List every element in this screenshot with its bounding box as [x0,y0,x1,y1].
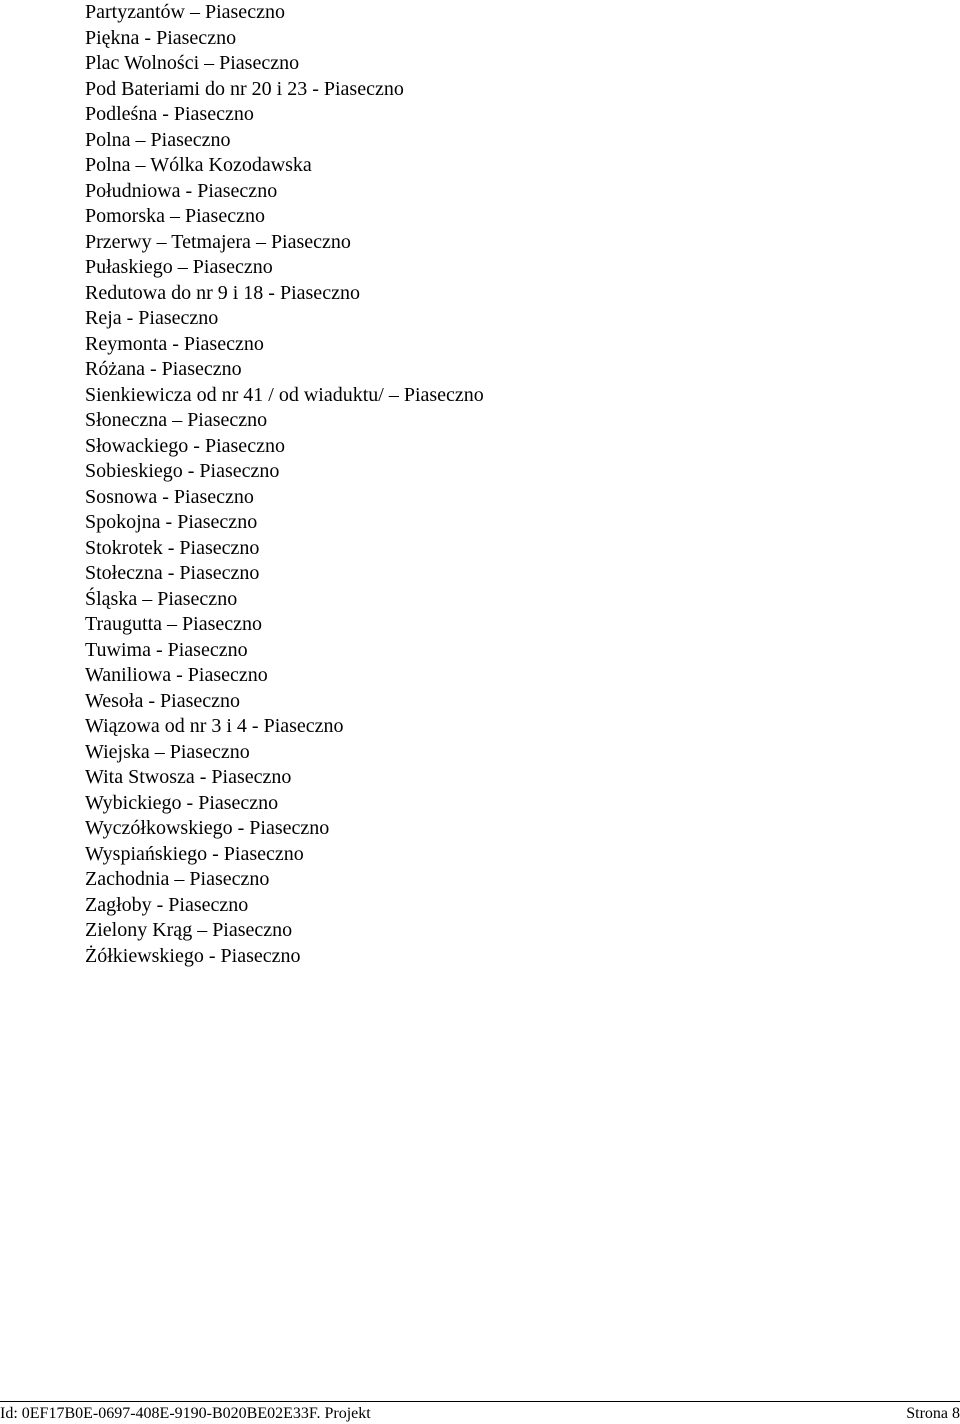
list-item: Zachodnia – Piaseczno [85,868,270,890]
footer-divider [0,1401,960,1402]
list-item: Wyczółkowskiego - Piaseczno [85,817,330,839]
list-item: Pomorska – Piaseczno [85,205,265,227]
list-item: Pod Bateriami do nr 20 i 23 - Piaseczno [85,77,404,100]
list-item: Wiejska – Piaseczno [85,740,250,763]
list-item: Sobieskiego - Piaseczno [85,460,280,482]
list-item: Wyspiańskiego - Piaseczno [85,842,304,865]
list-item: Traugutta – Piaseczno [85,613,263,635]
list-item: Partyzantów – Piaseczno [85,1,285,23]
list-item: Waniliowa - Piaseczno [85,664,268,686]
list-item: Piękna - Piaseczno [85,26,237,49]
list-item: Przerwy – Tetmajera – Piaseczno [85,230,351,253]
list-item: Słowackiego - Piaseczno [85,434,285,457]
page-number: Strona 8 [906,1405,960,1422]
list-item: Pułaskiego – Piaseczno [85,256,273,278]
list-item: Stołeczna - Piaseczno [85,562,260,584]
list-item: Wesoła - Piaseczno [85,689,240,712]
list-item: Zagłoby - Piaseczno [85,893,249,916]
list-item: Polna – Piaseczno [85,128,231,151]
list-item: Sienkiewicza od nr 41 / od wiaduktu/ – Piaseczno [85,383,484,406]
list-item: Wybickiego - Piaseczno [85,791,279,814]
list-item: Redutowa do nr 9 i 18 - Piaseczno [85,281,360,304]
list-item: Reymonta - Piaseczno [85,332,264,355]
list-item: Żółkiewskiego - Piaseczno [85,944,301,967]
list-item: Słoneczna – Piaseczno [85,409,268,431]
list-item: Południowa - Piaseczno [85,179,278,202]
document-id: Id: 0EF17B0E-0697-408E-9190-B020BE02E33F. Projekt [0,1405,371,1422]
list-item: Wita Stwosza - Piaseczno [85,766,292,788]
list-item: Tuwima - Piaseczno [85,638,248,661]
list-item: Spokojna - Piaseczno [85,511,258,533]
list-item: Podleśna - Piaseczno [85,103,254,125]
list-item: Polna – Wólka Kozodawska [85,154,312,176]
list-item: Stokrotek - Piaseczno [85,536,260,559]
page-footer [0,1404,960,1424]
list-item: Reja - Piaseczno [85,307,219,329]
list-item: Plac Wolności – Piaseczno [85,52,300,74]
list-item: Śląska – Piaseczno [85,587,238,610]
list-item: Zielony Krąg – Piaseczno [85,919,293,941]
list-item: Wiązowa od nr 3 i 4 - Piaseczno [85,715,344,737]
list-item: Sosnowa - Piaseczno [85,485,254,508]
list-item: Różana - Piaseczno [85,358,242,380]
street-list [85,0,484,969]
